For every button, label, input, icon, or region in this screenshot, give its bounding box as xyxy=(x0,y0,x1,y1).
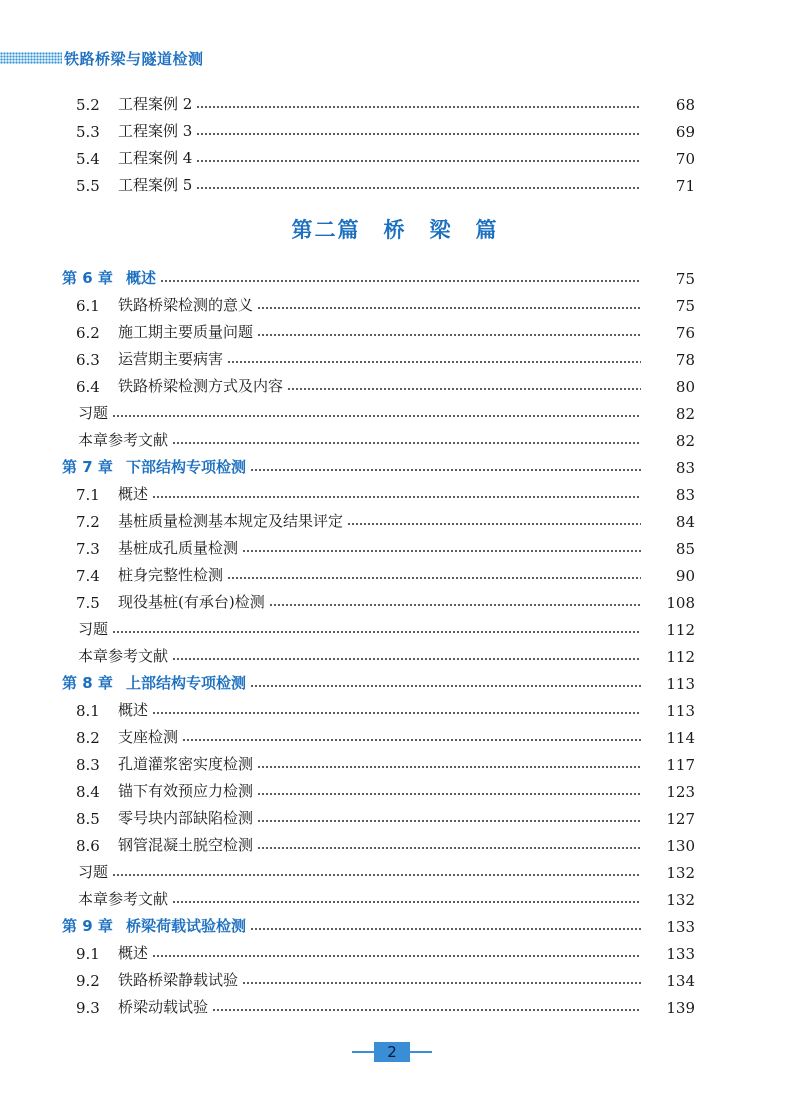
toc-entry[interactable] xyxy=(0,586,790,612)
entry-page-number: 117 xyxy=(666,756,695,774)
entry-title: 桩身完整性检测 xyxy=(118,566,224,584)
entry-number: 5.3 xyxy=(76,123,100,141)
entry-title: 概述 xyxy=(118,944,149,962)
entry-number: 5.4 xyxy=(76,150,100,168)
entry-title: 概述 xyxy=(126,269,157,287)
entry-title: 基桩成孔质量检测 xyxy=(118,539,239,557)
entry-number: 6.4 xyxy=(76,378,100,396)
entry-title: 工程案例 3 xyxy=(118,122,193,140)
entry-title: 铁路桥梁检测的意义 xyxy=(118,296,254,314)
entry-page-number: 90 xyxy=(675,567,695,585)
entry-number: 8.4 xyxy=(76,783,100,801)
entry-title: 铁路桥梁检测方式及内容 xyxy=(118,377,284,395)
toc-entry[interactable] xyxy=(0,802,790,828)
toc-entry[interactable] xyxy=(0,343,790,369)
toc-entry[interactable] xyxy=(0,775,790,801)
entry-page-number: 68 xyxy=(675,96,695,114)
toc-entry[interactable] xyxy=(0,964,790,990)
entry-page-number: 133 xyxy=(666,918,695,936)
toc-entry[interactable] xyxy=(0,856,790,882)
entry-number: 第 8 章 xyxy=(62,674,113,692)
dot-leader xyxy=(160,280,641,282)
dot-leader xyxy=(227,577,641,579)
toc-entry[interactable] xyxy=(0,142,790,168)
entry-page-number: 130 xyxy=(666,837,695,855)
entry-title: 工程案例 2 xyxy=(118,95,193,113)
entry-title: 下部结构专项检测 xyxy=(126,458,247,476)
toc-entry[interactable] xyxy=(0,88,790,114)
dot-leader xyxy=(172,901,641,903)
toc-chapter-entry[interactable] xyxy=(0,262,790,288)
part-heading: 第二篇 桥 梁 篇 xyxy=(291,217,499,242)
entry-title: 施工期主要质量问题 xyxy=(118,323,254,341)
toc-entry[interactable] xyxy=(0,694,790,720)
dot-leader xyxy=(257,820,641,822)
dot-leader xyxy=(227,361,641,363)
footer-rule-right xyxy=(410,1051,432,1053)
entry-title: 支座检测 xyxy=(118,728,179,746)
entry-title: 桥梁动载试验 xyxy=(118,998,209,1016)
toc-chapter-entry[interactable] xyxy=(0,910,790,936)
entry-title: 铁路桥梁静载试验 xyxy=(118,971,239,989)
entry-page-number: 80 xyxy=(675,378,695,396)
entry-title: 基桩质量检测基本规定及结果评定 xyxy=(118,512,344,530)
entry-title: 锚下有效预应力检测 xyxy=(118,782,254,800)
entry-number: 9.1 xyxy=(76,945,100,963)
toc-chapter-entry[interactable] xyxy=(0,667,790,693)
entry-number: 9.3 xyxy=(76,999,100,1017)
book-title: 铁路桥梁与隧道检测 xyxy=(64,50,204,68)
entry-number: 7.1 xyxy=(76,486,100,504)
entry-number: 第 7 章 xyxy=(62,458,113,476)
entry-page-number: 70 xyxy=(675,150,695,168)
entry-number: 8.2 xyxy=(76,729,100,747)
entry-page-number: 112 xyxy=(666,648,695,666)
dot-leader xyxy=(242,982,641,984)
dot-leader xyxy=(257,307,641,309)
toc-entry[interactable] xyxy=(0,748,790,774)
entry-page-number: 134 xyxy=(666,972,695,990)
dot-leader xyxy=(347,523,641,525)
footer-rule-left xyxy=(352,1051,374,1053)
entry-title: 孔道灌浆密实度检测 xyxy=(118,755,254,773)
dot-leader xyxy=(112,631,641,633)
dot-leader xyxy=(269,604,641,606)
entry-page-number: 139 xyxy=(666,999,695,1017)
entry-number: 6.1 xyxy=(76,297,100,315)
dot-leader xyxy=(257,766,641,768)
toc-entry[interactable] xyxy=(0,883,790,909)
running-header xyxy=(0,48,790,68)
entry-page-number: 113 xyxy=(666,675,695,693)
entry-title: 钢管混凝土脱空检测 xyxy=(118,836,254,854)
entry-page-number: 113 xyxy=(666,702,695,720)
entry-number: 8.1 xyxy=(76,702,100,720)
dot-leader xyxy=(257,847,641,849)
entry-page-number: 78 xyxy=(675,351,695,369)
entry-number: 7.3 xyxy=(76,540,100,558)
entry-page-number: 127 xyxy=(666,810,695,828)
entry-number: 第 6 章 xyxy=(62,269,113,287)
toc-entry[interactable] xyxy=(0,169,790,195)
entry-page-number: 76 xyxy=(675,324,695,342)
entry-number: 6.2 xyxy=(76,324,100,342)
dot-leader xyxy=(152,712,641,714)
toc-entry[interactable] xyxy=(0,937,790,963)
entry-number: 7.5 xyxy=(76,594,100,612)
dot-leader xyxy=(196,106,641,108)
entry-title: 习题 xyxy=(78,863,109,881)
entry-page-number: 132 xyxy=(666,891,695,909)
entry-title: 上部结构专项检测 xyxy=(126,674,247,692)
toc-entry[interactable] xyxy=(0,505,790,531)
entry-page-number: 71 xyxy=(675,177,695,195)
dot-leader xyxy=(287,388,641,390)
entry-page-number: 132 xyxy=(666,864,695,882)
entry-number: 6.3 xyxy=(76,351,100,369)
dot-leader xyxy=(152,955,641,957)
entry-page-number: 82 xyxy=(675,405,695,423)
dot-leader xyxy=(182,739,641,741)
entry-title: 运营期主要病害 xyxy=(118,350,224,368)
entry-title: 现役基桩(有承台)检测 xyxy=(118,593,265,611)
toc-entry[interactable] xyxy=(0,316,790,342)
entry-page-number: 114 xyxy=(666,729,695,747)
toc-entry[interactable] xyxy=(0,115,790,141)
page-footer xyxy=(0,1040,790,1064)
entry-title: 工程案例 5 xyxy=(118,176,193,194)
toc-entry[interactable] xyxy=(0,370,790,396)
entry-page-number: 108 xyxy=(666,594,695,612)
header-dot-pattern xyxy=(0,52,62,64)
dot-leader xyxy=(242,550,641,552)
entry-number: 8.3 xyxy=(76,756,100,774)
dot-leader xyxy=(196,133,641,135)
toc-entry[interactable] xyxy=(0,613,790,639)
toc-entry[interactable] xyxy=(0,478,790,504)
entry-number: 5.5 xyxy=(76,177,100,195)
entry-number: 7.2 xyxy=(76,513,100,531)
entry-title: 本章参考文献 xyxy=(78,647,169,665)
entry-number: 第 9 章 xyxy=(62,917,113,935)
entry-title: 习题 xyxy=(78,620,109,638)
entry-title: 桥梁荷载试验检测 xyxy=(126,917,247,935)
entry-page-number: 83 xyxy=(675,459,695,477)
toc-entry[interactable] xyxy=(0,289,790,315)
entry-page-number: 83 xyxy=(675,486,695,504)
toc-entry[interactable] xyxy=(0,829,790,855)
dot-leader xyxy=(250,469,641,471)
entry-page-number: 75 xyxy=(675,297,695,315)
dot-leader xyxy=(196,160,641,162)
dot-leader xyxy=(257,334,641,336)
entry-title: 习题 xyxy=(78,404,109,422)
entry-title: 概述 xyxy=(118,701,149,719)
entry-page-number: 133 xyxy=(666,945,695,963)
dot-leader xyxy=(152,496,641,498)
entry-page-number: 69 xyxy=(675,123,695,141)
dot-leader xyxy=(257,793,641,795)
entry-title: 本章参考文献 xyxy=(78,890,169,908)
toc-entry[interactable] xyxy=(0,532,790,558)
entry-page-number: 82 xyxy=(675,432,695,450)
dot-leader xyxy=(250,928,641,930)
dot-leader xyxy=(212,1009,641,1011)
toc-entry[interactable] xyxy=(0,424,790,450)
entry-number: 8.6 xyxy=(76,837,100,855)
entry-page-number: 75 xyxy=(675,270,695,288)
dot-leader xyxy=(172,658,641,660)
entry-number: 7.4 xyxy=(76,567,100,585)
dot-leader xyxy=(196,187,641,189)
toc-entry[interactable] xyxy=(0,640,790,666)
dot-leader xyxy=(112,874,641,876)
toc-entry[interactable] xyxy=(0,559,790,585)
entry-page-number: 123 xyxy=(666,783,695,801)
toc-entry[interactable] xyxy=(0,991,790,1017)
entry-title: 概述 xyxy=(118,485,149,503)
toc-chapter-entry[interactable] xyxy=(0,451,790,477)
dot-leader xyxy=(250,685,641,687)
entry-number: 5.2 xyxy=(76,96,100,114)
entry-title: 零号块内部缺陷检测 xyxy=(118,809,254,827)
toc-entry[interactable] xyxy=(0,721,790,747)
entry-number: 9.2 xyxy=(76,972,100,990)
toc-entry[interactable] xyxy=(0,397,790,423)
entry-page-number: 84 xyxy=(675,513,695,531)
entry-number: 8.5 xyxy=(76,810,100,828)
entry-page-number: 112 xyxy=(666,621,695,639)
entry-title: 本章参考文献 xyxy=(78,431,169,449)
dot-leader xyxy=(172,442,641,444)
entry-title: 工程案例 4 xyxy=(118,149,193,167)
page-number: 2 xyxy=(374,1042,410,1062)
entry-page-number: 85 xyxy=(675,540,695,558)
dot-leader xyxy=(112,415,641,417)
